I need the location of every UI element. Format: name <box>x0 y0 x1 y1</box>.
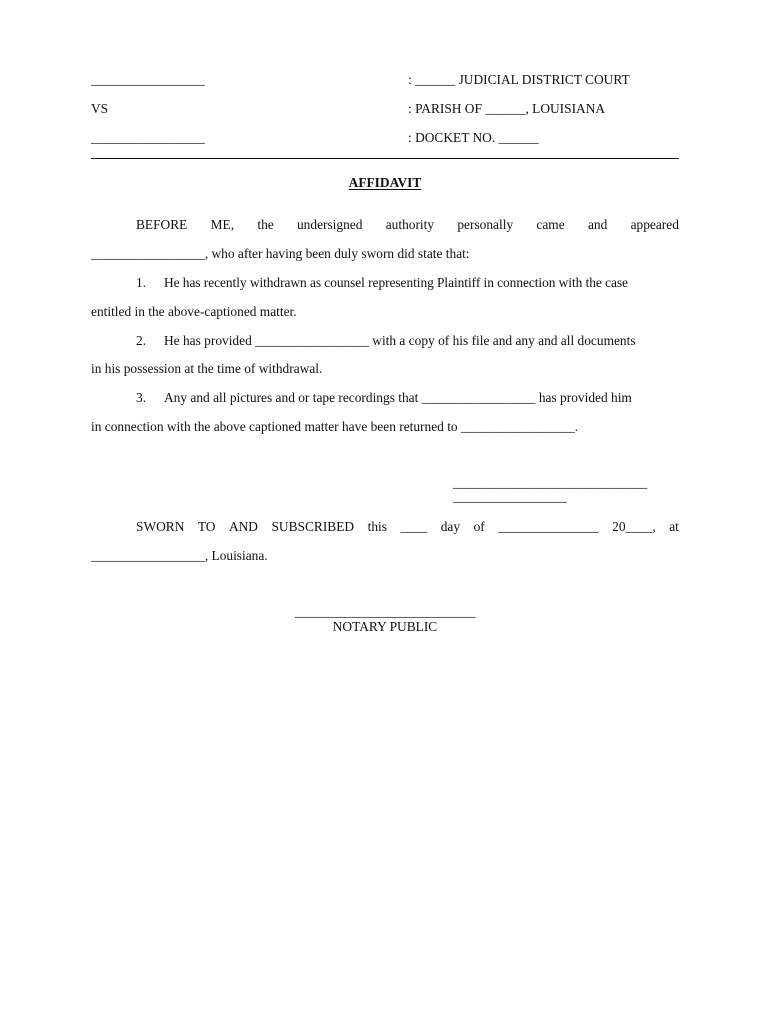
affiant-signature-line: _____________________________ <box>453 475 648 490</box>
intro-word: appeared <box>630 217 679 232</box>
sworn-word: 20____, <box>612 519 656 534</box>
intro-word: and <box>587 217 608 232</box>
item-continuation-line: entitled in the above-captioned matter. <box>91 304 297 319</box>
notary-public-label: NOTARY PUBLIC <box>332 619 438 634</box>
docket-number-line: : DOCKET NO. ______ <box>408 130 539 145</box>
document-title: AFFIDAVIT <box>348 175 422 190</box>
intro-word: undersigned <box>296 217 363 232</box>
intro-second-line: _________________, who after having been duly sworn did state that: <box>91 246 470 261</box>
sworn-word: ____ <box>400 519 428 534</box>
intro-word: BEFORE <box>136 217 188 232</box>
sworn-word: AND <box>228 519 258 534</box>
item-first-line: He has provided _________________ with a copy of his file and any and all documents <box>164 333 636 348</box>
affiant-name-line: _________________ <box>453 489 567 504</box>
sworn-word: SUBSCRIBED <box>271 519 355 534</box>
versus-label: VS <box>91 101 109 116</box>
intro-first-line <box>136 218 679 231</box>
sworn-word: of <box>473 519 485 534</box>
intro-word: personally <box>457 217 514 232</box>
item-continuation-line: in his possession at the time of withdrawal. <box>91 361 323 376</box>
sworn-word: at <box>669 519 679 534</box>
sworn-word: this <box>367 519 387 534</box>
plaintiff-name-blank: _________________ <box>91 72 205 87</box>
item-first-line: Any and all pictures and or tape recordings that _________________ has provided him <box>164 390 632 405</box>
defendant-name-blank: _________________ <box>91 130 205 145</box>
sworn-word: day <box>440 519 461 534</box>
parish-line: : PARISH OF ______, LOUISIANA <box>408 101 606 116</box>
sworn-word: SWORN <box>136 519 185 534</box>
item-number: 1. <box>136 275 147 290</box>
court-name-line: : ______ JUDICIAL DISTRICT COURT <box>408 72 630 87</box>
item-first-line: He has recently withdrawn as counsel representing Plaintiff in connection with the case <box>164 275 628 290</box>
sworn-word: _______________ <box>498 519 599 534</box>
sworn-word: TO <box>197 519 216 534</box>
item-number: 3. <box>136 390 147 405</box>
item-number: 2. <box>136 333 147 348</box>
intro-word: the <box>257 217 274 232</box>
item-continuation-line: in connection with the above captioned matter have been returned to _________________. <box>91 419 579 434</box>
intro-word: ME, <box>210 217 235 232</box>
caption-divider-rule <box>91 158 679 159</box>
notary-signature-line: ___________________________ <box>294 604 476 619</box>
sworn-first-line <box>136 520 679 533</box>
sworn-location-line: _________________, Louisiana. <box>91 548 268 563</box>
intro-word: authority <box>385 217 435 232</box>
intro-word: came <box>536 217 565 232</box>
